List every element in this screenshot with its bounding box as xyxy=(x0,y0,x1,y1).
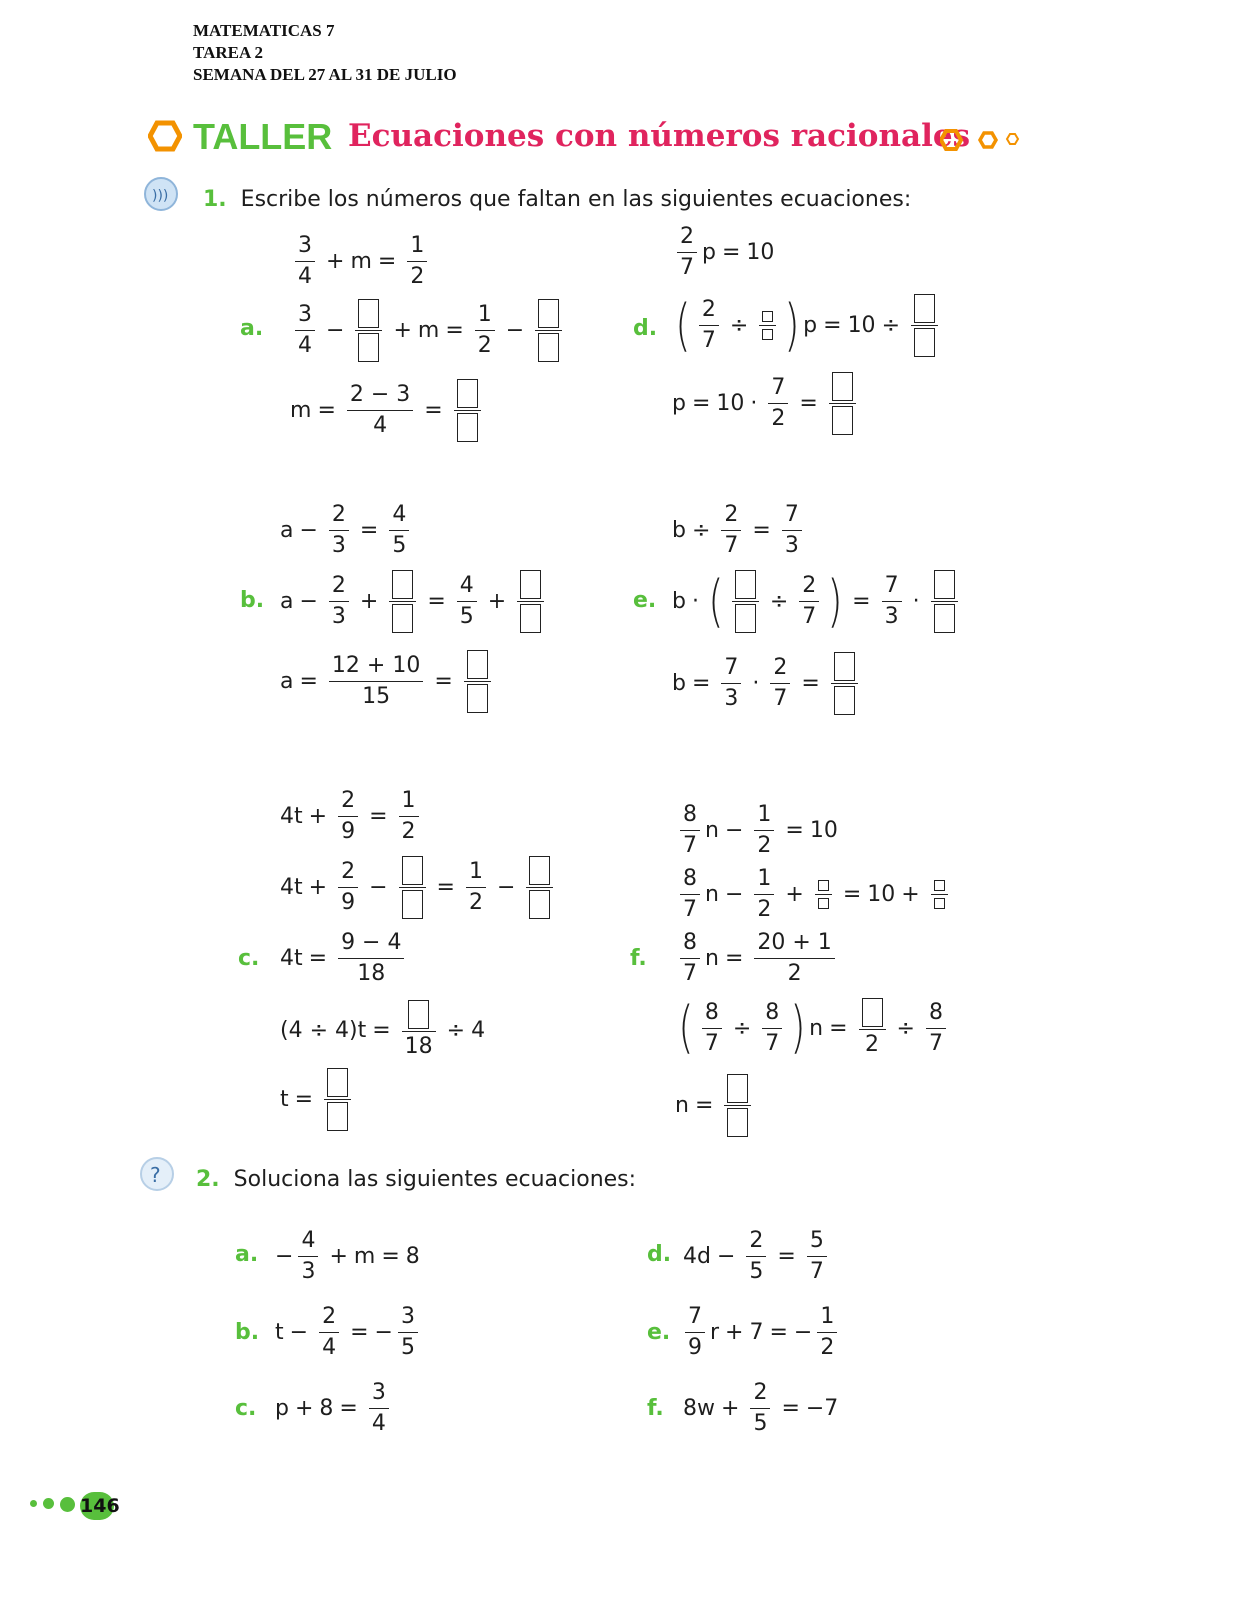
header-task: TAREA 2 xyxy=(193,43,264,62)
header-week: SEMANA DEL 27 AL 31 DE JULIO xyxy=(193,65,457,84)
answer-box-small[interactable] xyxy=(762,311,773,322)
answer-box-small[interactable] xyxy=(762,329,773,340)
fraction: $\frac{3}{4}$ xyxy=(295,231,315,292)
answer-box[interactable] xyxy=(358,299,379,328)
eq-1d-1: $\frac{2}{7}$ p = 10 xyxy=(672,222,774,283)
answer-box[interactable] xyxy=(529,890,550,919)
eq-1b-3: a = $\frac{12 + 10}{15}$ = xyxy=(280,648,496,715)
question-1-text: Escribe los números que faltan en las siguientes ecuaciones: xyxy=(240,187,912,212)
eq-2d: 4d − $\frac{2}{5}$ = $\frac{5}{7}$ xyxy=(683,1226,832,1287)
answer-box[interactable] xyxy=(934,570,955,599)
answer-box[interactable] xyxy=(392,570,413,599)
answer-box[interactable] xyxy=(832,406,853,435)
eq-1f-3: $\frac{8}{7}$ n = $\frac{20 + 1}{2}$ xyxy=(675,928,840,989)
eq-1a-2: $\frac{3}{4}$ − + m = $\frac{1}{2}$ − xyxy=(290,297,567,364)
answer-box[interactable] xyxy=(457,379,478,408)
answer-box[interactable] xyxy=(914,328,935,357)
label-2d: d. xyxy=(647,1242,672,1267)
answer-box[interactable] xyxy=(402,890,423,919)
answer-box[interactable] xyxy=(402,856,423,885)
answer-box[interactable] xyxy=(467,684,488,713)
eq-2c: p + 8 = $\frac{3}{4}$ xyxy=(275,1378,394,1439)
decor-dot xyxy=(60,1497,75,1512)
eq-1d-2: ( $\frac{2}{7}$ ÷ ) p = 10 ÷ xyxy=(672,292,943,359)
answer-box[interactable] xyxy=(727,1108,748,1137)
answer-box[interactable] xyxy=(327,1102,348,1131)
answer-box[interactable] xyxy=(327,1068,348,1097)
eq-2e: $\frac{7}{9}$ r + 7 = − $\frac{1}{2}$ xyxy=(680,1302,842,1363)
question-mark-icon xyxy=(139,1156,175,1192)
hexagon-dots-icon xyxy=(940,128,1020,152)
eq-1c-4: (4 ÷ 4)t = 18 ÷ 4 xyxy=(280,998,485,1062)
label-1b: b. xyxy=(240,588,265,613)
decor-dot xyxy=(43,1498,54,1509)
label-2c: c. xyxy=(235,1396,257,1421)
eq-1f-4: ( $\frac{8}{7}$ ÷ $\frac{8}{7}$ ) n = 2 ÷ $\frac{8}{7}$ xyxy=(675,996,951,1060)
answer-box[interactable] xyxy=(914,294,935,323)
page-number: 146 xyxy=(80,1492,114,1520)
label-1f: f. xyxy=(630,946,647,971)
eq-1b-2: a − $\frac{2}{3}$ + = $\frac{4}{5}$ + xyxy=(280,568,549,635)
answer-box-small[interactable] xyxy=(818,880,829,891)
answer-box[interactable] xyxy=(520,570,541,599)
answer-box-small[interactable] xyxy=(934,898,945,909)
answer-box[interactable] xyxy=(538,299,559,328)
answer-box[interactable] xyxy=(834,686,855,715)
topic-title: Ecuaciones con números racionales xyxy=(348,118,971,154)
answer-box[interactable] xyxy=(457,413,478,442)
decor-dot xyxy=(30,1500,37,1507)
hexagon-icon xyxy=(148,120,182,152)
question-1 xyxy=(203,187,911,212)
answer-box[interactable] xyxy=(358,333,379,362)
eq-2a: − $\frac{4}{3}$ + m = 8 xyxy=(275,1228,420,1284)
question-2 xyxy=(196,1167,636,1192)
answer-box-small[interactable] xyxy=(934,880,945,891)
answer-box[interactable] xyxy=(834,652,855,681)
eq-1c-3: 4t = $\frac{9 - 4}{18}$ xyxy=(280,928,409,989)
eq-1f-2: $\frac{8}{7}$ n − $\frac{1}{2}$ + = 10 + xyxy=(675,864,953,925)
label-2b: b. xyxy=(235,1320,260,1345)
label-2a: a. xyxy=(235,1242,259,1267)
eq-1f-5: n = xyxy=(675,1072,756,1139)
answer-box[interactable] xyxy=(832,372,853,401)
eq-1e-3: b = $\frac{7}{3}$ · $\frac{2}{7}$ = xyxy=(672,650,863,717)
eq-1e-2: b · ( ÷ $\frac{2}{7}$ ) = $\frac{7}{3}$ · xyxy=(672,568,963,635)
label-1c: c. xyxy=(238,946,260,971)
eq-1e-1: b ÷ $\frac{2}{7}$ = $\frac{7}{3}$ xyxy=(672,500,807,561)
answer-box[interactable] xyxy=(520,604,541,633)
eq-1f-1: $\frac{8}{7}$ n − $\frac{1}{2}$ = 10 xyxy=(675,800,838,861)
eq-1b-1: a − $\frac{2}{3}$ = $\frac{4}{5}$ xyxy=(280,500,414,561)
label-1d: d. xyxy=(633,316,658,341)
question-1-number: 1. xyxy=(203,187,227,212)
taller-label: TALLER xyxy=(193,116,333,157)
eq-1a-3: m = $\frac{2 - 3}{4}$ = xyxy=(290,377,486,444)
answer-box[interactable] xyxy=(538,333,559,362)
eq-1c-5: t = xyxy=(280,1066,356,1133)
answer-box[interactable] xyxy=(529,856,550,885)
answer-box[interactable] xyxy=(934,604,955,633)
answer-box[interactable] xyxy=(862,998,883,1027)
eq-1d-3: p = 10 · $\frac{7}{2}$ = xyxy=(672,370,861,437)
eq-1c-1: 4t + $\frac{2}{9}$ = $\frac{1}{2}$ xyxy=(280,786,424,847)
audio-icon xyxy=(143,176,179,212)
header-subject: MATEMATICAS 7 xyxy=(193,21,335,40)
answer-box[interactable] xyxy=(735,604,756,633)
answer-box[interactable] xyxy=(727,1074,748,1103)
answer-box[interactable] xyxy=(392,604,413,633)
eq-1a-1: $\frac{3}{4}$ + m = $\frac{1}{2}$ xyxy=(290,231,432,292)
worksheet-header xyxy=(193,20,457,86)
answer-box[interactable] xyxy=(408,1000,429,1029)
eq-2f: 8w + $\frac{2}{5}$ = −7 xyxy=(683,1380,839,1436)
svg-text:?: ? xyxy=(150,1163,161,1187)
eq-2b: t − $\frac{2}{4}$ = − $\frac{3}{5}$ xyxy=(275,1302,423,1363)
svg-text:))): ))) xyxy=(152,188,169,204)
answer-box[interactable] xyxy=(467,650,488,679)
answer-box[interactable] xyxy=(735,570,756,599)
question-2-text: Soluciona las siguientes ecuaciones: xyxy=(233,1167,637,1192)
eq-1c-2: 4t + $\frac{2}{9}$ − = $\frac{1}{2}$ − xyxy=(280,854,558,921)
label-1a: a. xyxy=(240,316,264,341)
label-2e: e. xyxy=(647,1320,671,1345)
fraction: $\frac{1}{2}$ xyxy=(407,231,427,292)
label-2f: f. xyxy=(647,1396,664,1421)
answer-box-small[interactable] xyxy=(818,898,829,909)
question-2-number: 2. xyxy=(196,1167,220,1192)
label-1e: e. xyxy=(633,588,657,613)
